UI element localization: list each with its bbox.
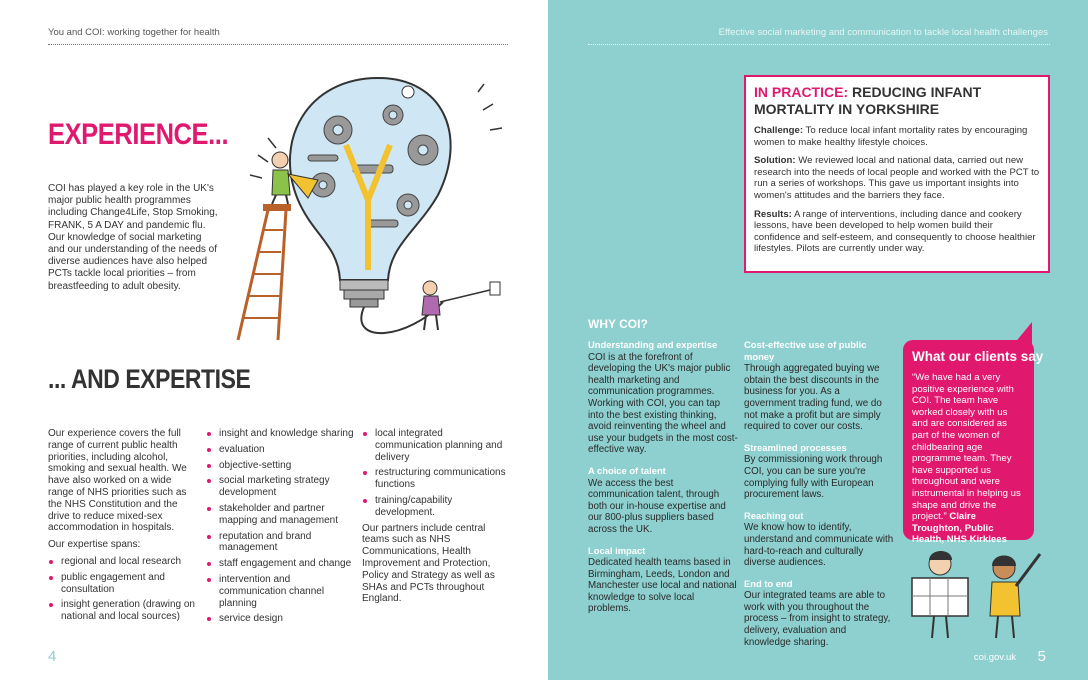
right-page — [548, 0, 1088, 680]
why-text: Dedicated health teams based in Birmingham, Leeds, London and Manchester use local and national knowledge to solve local problems. — [588, 557, 737, 615]
results-text: A range of interventions, including dance and cookery lessons, have been developed to help women build their confidence and self-esteem, and consequently to choose healthier lifestyles. Pilots are currently under way. — [754, 208, 1036, 255]
expertise-column-3 — [362, 428, 512, 610]
page-number-left: 4 — [48, 648, 57, 665]
in-practice-box — [744, 75, 1050, 273]
list-item: local integrated communication planning and delivery — [362, 428, 512, 463]
list-item: evaluation — [206, 444, 354, 456]
why-heading: End to end — [744, 577, 793, 589]
list-item: insight generation (drawing on national and local sources) — [48, 599, 198, 623]
list-item: restructuring communications functions — [362, 467, 512, 491]
why-text: We access the best communication talent, through both our in-house expertise and our 800-plus suppliers based across the UK. — [588, 477, 726, 535]
list-item: objective-setting — [206, 460, 354, 472]
quote-text: “We have had a very positive experience with COI. The team have worked closely with us and are considered as part of the women of childbearing age programme team. They have supported us throughout and were instrumental in helping us shape and drive the project.” — [912, 372, 1021, 523]
why-text: Our integrated teams are able to work with you throughout the process – from insight to strategy, delivery, evaluation and knowledge sharing. — [744, 590, 891, 648]
why-text: By commissioning work through COI, you can be sure you're complying fully with European procurement laws. — [744, 454, 883, 501]
challenge-text: To reduce local infant mortality rates by encouraging women to make healthy lifestyle choices. — [754, 125, 1028, 148]
list-item: service design — [206, 613, 354, 625]
solution-text: We reviewed local and national data, carried out new research into the needs of local people and worked with the PCT to run a series of workshops. This gave us important insights into women's attitudes and the barriers they face. — [754, 155, 1040, 201]
page-number-right: 5 — [1037, 648, 1046, 665]
why-text: COI is at the forefront of developing the UK's major public health marketing and communication programmes. Working with COI, you can tap into the best existing thinking, avoid reinventing the wheel and use your budgets in the most cost-effective way. — [588, 351, 738, 456]
why-heading: Streamlined processes — [744, 441, 847, 453]
experience-body: COI has played a key role in the UK's major public health programmes including Change4Life, Stop Smoking, FRANK, 5 A DAY and pandemic flu. Our knowledge of social marketing and our understanding of the needs of diverse audiences have also helped PCTs tackle local priorities – from breastfeeding to adult obesity. — [48, 183, 218, 292]
list-item: social marketing strategy development — [206, 475, 354, 499]
clients-quote — [912, 372, 1025, 546]
why-text: Through aggregated buying we obtain the best discounts in the business for you. As a government trading fund, we do not make a profit but are simply required to cover our costs. — [744, 363, 882, 433]
clients-quote-bubble — [903, 340, 1044, 546]
expertise-list-3 — [362, 428, 512, 519]
list-item: insight and knowledge sharing — [206, 428, 354, 440]
list-item: staff engagement and change — [206, 558, 354, 570]
expertise-column-1 — [48, 428, 198, 627]
partners-paragraph: Our partners include central teams such as NHS Communications, Health Improvement and Protection, Policy and Strategy as well as SHAs and PCTs throughout England. — [362, 522, 495, 605]
lightbulb-illustration — [228, 70, 518, 345]
clients-title: What our clients say — [912, 349, 1044, 364]
practice-title-rest: REDUCING INFANT MORTALITY IN YORKSHIRE — [754, 84, 982, 117]
why-heading: Cost-effective use of public money — [744, 339, 867, 362]
dotted-divider-right — [588, 44, 1050, 45]
dotted-divider-left — [48, 44, 508, 45]
list-item: regional and local research — [48, 556, 198, 568]
why-heading: Local impact — [588, 544, 646, 556]
why-column-2 — [744, 339, 894, 657]
running-head-right: Effective social marketing and communication to tackle local health challenges — [718, 27, 1048, 38]
expertise-intro: Our experience covers the full range of current public health priorities, including alcohol, smoking and sexual health. We have also worked on a wide range of NHS priorities such as the NHS Constitution and the drive to reduce mixed-sex accommodation in hospitals. — [48, 428, 187, 534]
expertise-title: ... AND EXPERTISE — [48, 364, 251, 394]
expertise-list-2 — [206, 428, 354, 625]
site-url: coi.gov.uk — [973, 652, 1016, 663]
practice-title — [754, 84, 1040, 118]
why-coi-title: WHY COI? — [588, 317, 648, 331]
list-item: training/capability development. — [362, 495, 512, 519]
why-heading: Understanding and expertise — [588, 339, 718, 350]
people-with-map-illustration — [900, 546, 1050, 642]
practice-title-highlight: IN PRACTICE: — [754, 84, 849, 100]
expertise-column-2 — [206, 428, 354, 629]
solution-paragraph — [754, 155, 1040, 201]
list-item: public engagement and consultation — [48, 572, 198, 596]
quote-attribution: Claire Troughton, Public Health, NHS Kirklees — [912, 511, 1007, 546]
list-item: intervention and communication channel planning — [206, 574, 354, 609]
results-paragraph — [754, 209, 1040, 255]
running-head-left: You and COI: working together for health — [48, 27, 220, 38]
expertise-list-1 — [48, 556, 198, 623]
challenge-label: Challenge: — [754, 125, 804, 136]
why-heading: A choice of talent — [588, 464, 666, 476]
expertise-spans-label: Our expertise spans: — [48, 539, 141, 551]
why-column-1 — [588, 339, 738, 624]
results-label: Results: — [754, 208, 792, 220]
list-item: stakeholder and partner mapping and management — [206, 503, 354, 527]
challenge-paragraph — [754, 125, 1040, 148]
solution-label: Solution: — [754, 155, 796, 167]
experience-title: EXPERIENCE... — [48, 118, 229, 151]
why-heading: Reaching out — [744, 509, 804, 521]
why-text: We know how to identify, understand and communicate with hard-to-reach and culturally diverse audiences. — [744, 522, 894, 569]
list-item: reputation and brand management — [206, 531, 354, 555]
